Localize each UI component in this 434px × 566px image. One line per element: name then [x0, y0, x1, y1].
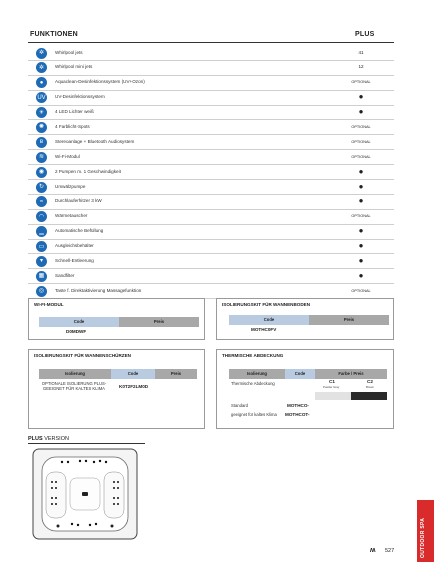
- feature-value: ●: [358, 107, 364, 117]
- feature-row: [28, 150, 394, 165]
- feature-value: 12: [358, 64, 364, 70]
- feature-value: ●: [358, 181, 364, 191]
- feature-value: 41: [358, 49, 364, 55]
- feature-label: Aquaclean-Desinfektionssystem (UV+Ozon): [55, 79, 145, 85]
- feature-label: 2 Pumpen m. 1 Geschwindigkeit: [55, 168, 121, 174]
- apron-code-value: K0T2F2LM0D: [119, 384, 149, 389]
- feature-label: Schnell-Entleerung: [55, 257, 94, 263]
- feature-label: Automatische Befüllung: [55, 228, 104, 234]
- thermal-color-price-header: Farbe / Preis: [315, 369, 387, 379]
- feature-value: ●: [358, 270, 364, 280]
- thermal-cold-label: geeignet für kaltes Klima: [231, 412, 277, 417]
- circulation-pump-icon: ↻: [36, 182, 47, 193]
- thermal-cover-box: [216, 349, 394, 429]
- feature-label: Taste f. Direktaktivierung Massagefunktion: [55, 287, 142, 293]
- plus-version-rest: VERSION: [42, 436, 69, 442]
- feature-value: OPTIONAL: [351, 124, 371, 129]
- feature-row: [28, 195, 394, 210]
- feature-row: [28, 91, 394, 106]
- feature-row: [28, 165, 394, 180]
- feature-label: Whirlpool mini jets: [55, 64, 93, 70]
- feature-row: [28, 46, 394, 61]
- wifi-module-box: [28, 298, 205, 340]
- feature-value: ●: [358, 92, 364, 102]
- wifi-code-value: D0MDWF: [66, 329, 87, 334]
- thermal-c1-label: C1: [329, 379, 335, 384]
- apron-insulation-header: Isolierung: [39, 369, 111, 379]
- feature-row: [28, 106, 394, 121]
- feature-label: Sandfilter: [55, 272, 75, 278]
- feature-row: [28, 225, 394, 240]
- feature-value: ●: [358, 241, 364, 251]
- feature-value: OPTIONAL: [351, 139, 371, 144]
- thermal-cover-title: THERMISCHE ABDECKUNG: [222, 353, 284, 358]
- thermal-c2-label: C2: [367, 379, 373, 384]
- brand-logo: ʍ: [370, 547, 376, 554]
- thermal-row-label: Thermische Abdeckung: [231, 381, 275, 386]
- balance-tank-icon: ▭: [36, 241, 47, 252]
- feature-value: ●: [358, 166, 364, 176]
- feature-label: Wärmetauscher: [55, 213, 88, 219]
- heater-icon: ≈: [36, 196, 47, 207]
- whirlpool-mini-jets-icon: ✲: [36, 62, 47, 73]
- spa-seat-left: [46, 472, 66, 518]
- feature-label: 4 Farblicht-Spots: [55, 123, 90, 129]
- feature-value: OPTIONAL: [351, 80, 371, 85]
- floor-insulation-title: ISOLIERUNGSKIT FÜR WANNENBODEN: [222, 302, 311, 307]
- page-number: 527: [385, 548, 395, 554]
- feature-label: Wi-Fi-Modul: [55, 153, 80, 159]
- apron-insulation-box: [28, 349, 205, 429]
- side-tab: [417, 500, 434, 562]
- wifi-module-title: WI-FI-MODUL: [34, 302, 64, 307]
- feature-row: [28, 269, 394, 284]
- wifi-price-header: Preis: [119, 317, 199, 327]
- apron-code-header: Code: [111, 369, 155, 379]
- feature-label: 4 LED Lichter weiß: [55, 109, 94, 115]
- floor-price-header: Preis: [309, 315, 389, 325]
- feature-row: [28, 254, 394, 269]
- feature-label: UV-Desinfektionssystem: [55, 94, 105, 100]
- feature-value: OPTIONAL: [351, 154, 371, 159]
- thermal-c1-sub: Powder Gray: [323, 385, 340, 389]
- feature-value: OPTIONAL: [351, 214, 371, 219]
- thermal-code-header: Code: [285, 369, 315, 379]
- header-divider: [28, 42, 394, 43]
- sand-filter-icon: ▦: [36, 271, 47, 282]
- features-header-right: PLUS: [355, 31, 375, 38]
- heat-exchanger-icon: ◠: [36, 211, 47, 222]
- bluetooth-icon: ʙ: [36, 137, 47, 148]
- feature-label: Durchlauferhitzer 3 kW: [55, 198, 102, 204]
- wifi-code-header: Code: [39, 317, 119, 327]
- feature-row: [28, 210, 394, 225]
- features-header-left: FUNKTIONEN: [30, 31, 78, 38]
- thermal-swatch-c2: [351, 392, 387, 400]
- auto-fill-icon: ▁: [36, 226, 47, 237]
- side-tab-label: OUTDOOR SPA: [420, 517, 426, 558]
- thermal-swatch-c1: [315, 392, 351, 400]
- spa-top-view-diagram: [32, 448, 138, 540]
- plus-version-divider: [28, 443, 145, 444]
- water-drop-icon: ●: [36, 77, 47, 88]
- plus-version-bold: PLUS: [28, 436, 43, 442]
- whirlpool-jets-icon: ✲: [36, 48, 47, 59]
- apron-description: OPTIONALE ISOLIERUNG PLUS-GEEIGNET FÜR KALTES KLIMA: [41, 381, 107, 391]
- thermal-cold-code: MOTHCOT-: [285, 412, 310, 417]
- apron-insulation-title: ISOLIERUNGSKIT FÜR WANNENSCHÜRZEN: [34, 353, 131, 358]
- feature-row: [28, 120, 394, 135]
- color-light-icon: ✺: [36, 122, 47, 133]
- massage-button-icon: ◎: [36, 286, 47, 297]
- features-list: [28, 46, 394, 299]
- led-icon: ☀: [36, 107, 47, 118]
- feature-row: [28, 180, 394, 195]
- quick-drain-icon: ▾: [36, 256, 47, 267]
- thermal-insulation-header: Isolierung: [229, 369, 285, 379]
- feature-row: [28, 284, 394, 299]
- thermal-standard-label: Standard: [231, 403, 248, 408]
- feature-value: ●: [358, 226, 364, 236]
- feature-label: Whirlpool jets: [55, 49, 83, 55]
- wifi-icon: ≋: [36, 152, 47, 163]
- feature-label: Ausgleichsbehälter: [55, 243, 94, 249]
- uv-icon: UV: [36, 92, 47, 103]
- feature-label: Stereoanlage + Bluetooth Audiosystem: [55, 138, 135, 144]
- apron-price-header: Preis: [155, 369, 197, 379]
- feature-row: [28, 61, 394, 76]
- feature-row: [28, 135, 394, 150]
- feature-value: ●: [358, 255, 364, 265]
- floor-code-value: MOTHC0FV: [251, 327, 277, 332]
- feature-value: OPTIONAL: [351, 288, 371, 293]
- floor-insulation-box: [216, 298, 394, 340]
- feature-value: ●: [358, 196, 364, 206]
- plus-version-title: [28, 436, 69, 442]
- feature-row: [28, 76, 394, 91]
- feature-label: Umwälzpumpe: [55, 183, 86, 189]
- pump-icon: ◉: [36, 167, 47, 178]
- floor-code-header: Code: [229, 315, 309, 325]
- feature-row: [28, 240, 394, 255]
- thermal-c2-sub: Brown: [366, 385, 374, 389]
- thermal-standard-code: MOTHCO-: [287, 403, 309, 408]
- spa-seat-right: [104, 472, 124, 518]
